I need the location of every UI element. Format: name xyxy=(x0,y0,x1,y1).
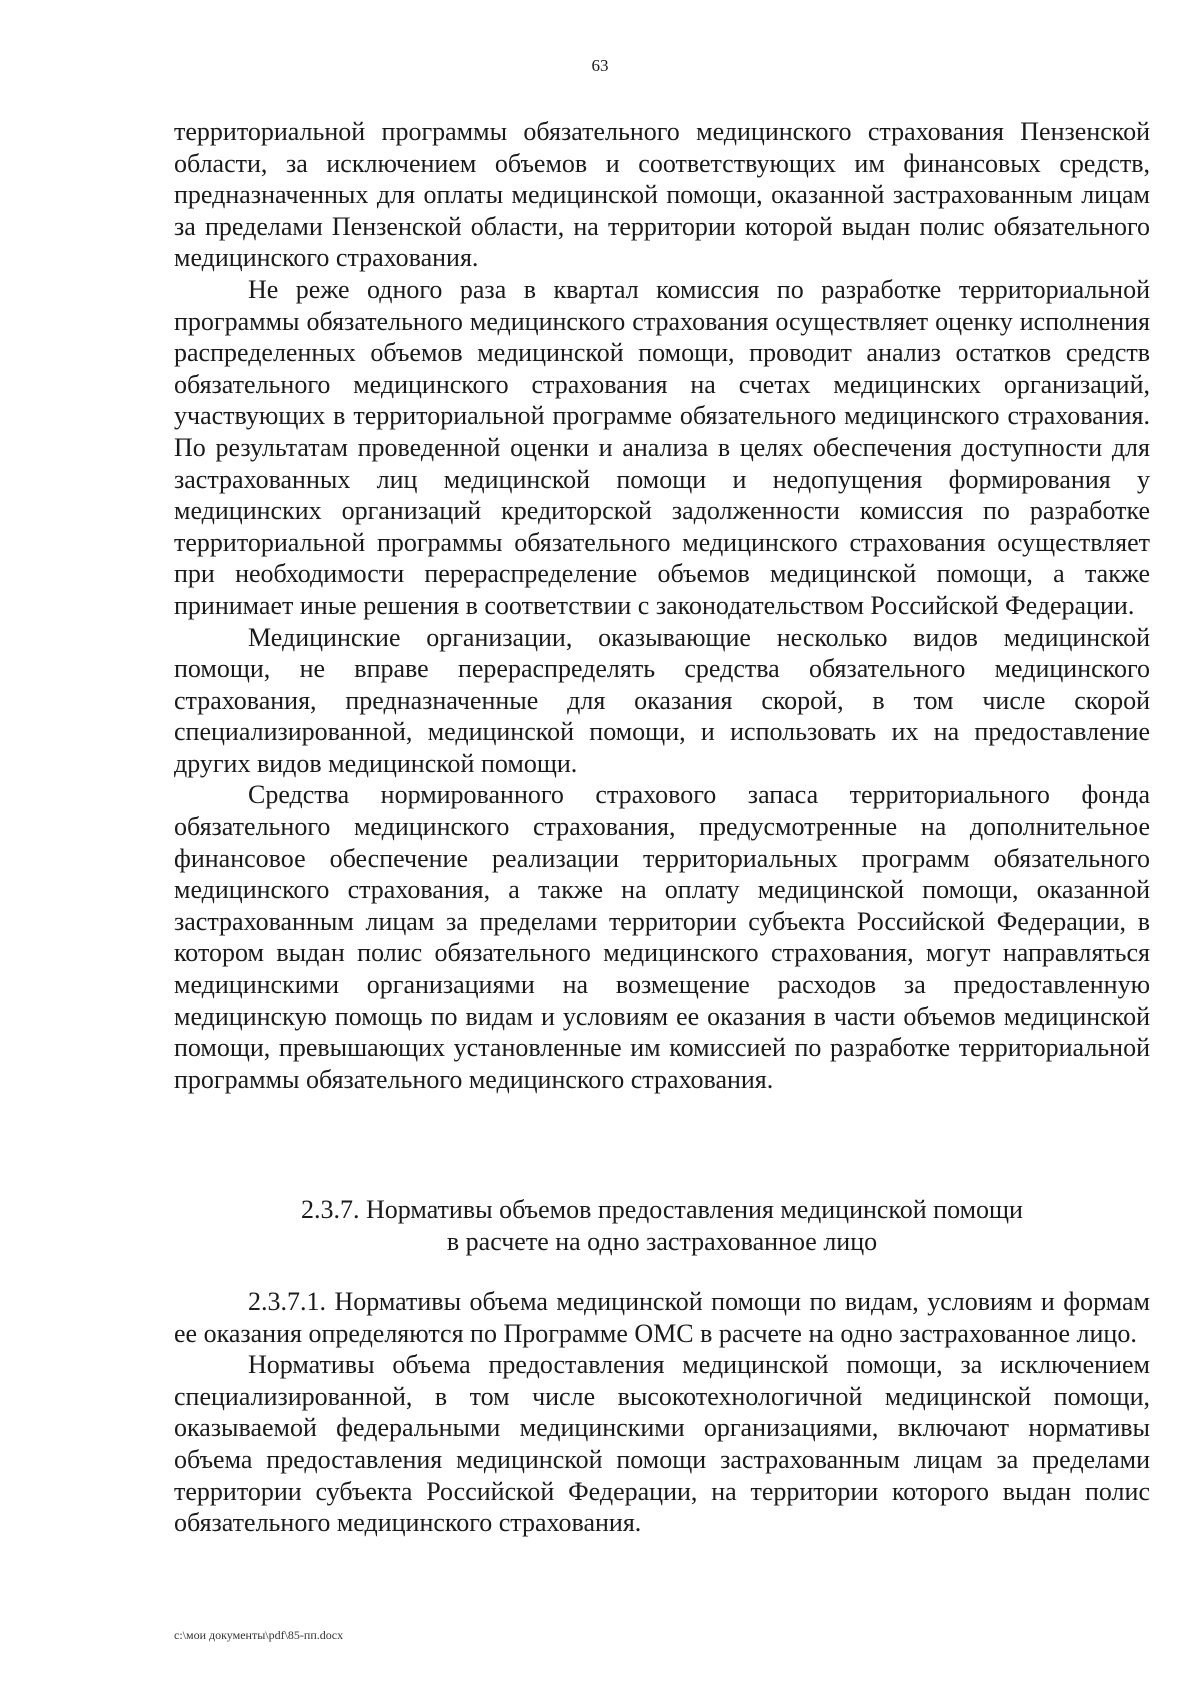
paragraph-commission-review: Не реже одного раза в квартал комиссия по разработке территориальной программы обязательного медицинского страхования осуществляет оценку исполнения распределенных объемов медицинской помощи, проводит анализ остатков средств обязательного медицинского страхования на счетах медицинских организаций, участвующих в территориальной программе обязательного медицинского страхования. По результатам проведенной оценки и анализа в целях обеспечения доступности для застрахованных лиц медицинской помощи и недопущения формирования у медицинских организаций кредиторской задолженности комиссия по разработке территориальной программы обязательного медицинского страхования осуществляет при необходимости перераспределение объемов медицинской помощи, а также принимает иные решения в соответствии с законодательством Российской Федерации. xyxy=(174,274,1150,620)
paragraph-volume-norms: Нормативы объема предоставления медицинской помощи, за исключением специализированной, в том числе высокотехнологичной медицинской помощи, оказываемой федеральными медицинскими организациями, включают нормативы объема предоставления медицинской помощи застрахованным лицам за пределами территории субъекта Российской Федерации, на территории которого выдан полис обязательного медицинского страхования. xyxy=(174,1350,1150,1538)
section-heading-line-2: в расчете на одно застрахованное лицо xyxy=(446,1226,878,1256)
section-heading xyxy=(174,1194,1150,1257)
body-text-top xyxy=(174,116,1150,1095)
section-heading-line-1: 2.3.7. Нормативы объемов предоставления медицинской помощи xyxy=(301,1195,1023,1224)
paragraph-2-3-7-1: 2.3.7.1. Нормативы объема медицинской помощи по видам, условиям и формам ее оказания определяются по Программе ОМС в расчете на одно застрахованное лицо. xyxy=(174,1287,1150,1348)
paragraph-medical-organizations: Медицинские организации, оказывающие несколько видов медицинской помощи, не вправе перераспределять средства обязательного медицинского страхования, предназначенные для оказания скорой, в том числе скорой специализированной, медицинской помощи, и использовать их на предоставление других видов медицинской помощи. xyxy=(174,622,1150,778)
paragraph-insurance-reserve: Средства нормированного страхового запаса территориального фонда обязательного медицинского страхования, предусмотренные на дополнительное финансовое обеспечение реализации территориальных программ обязательного медицинского страхования, а также на оплату медицинской помощи, оказанной застрахованным лицам за пределами территории субъекта Российской Федерации, в котором выдан полис обязательного медицинского страхования, могут направляться медицинскими организациями на возмещение расходов за предоставленную медицинскую помощь по видам и условиям ее оказания в части объемов медицинской помощи, превышающих установленные им комиссией по разработке территориальной программы обязательного медицинского страхования. xyxy=(174,780,1150,1094)
footer-file-path: c:\мои документы\pdf\85-пп.docx xyxy=(174,1628,344,1642)
paragraph-continuation: территориальной программы обязательного медицинского страхования Пензенской области, за исключением объемов и соответствующих им финансовых средств, предназначенных для оплаты медицинской помощи, оказанной застрахованным лицам за пределами Пензенской области, на территории которой выдан полис обязательного медицинского страхования. xyxy=(174,117,1150,273)
page-number: 63 xyxy=(591,56,609,75)
body-text-bottom xyxy=(174,1286,1150,1539)
